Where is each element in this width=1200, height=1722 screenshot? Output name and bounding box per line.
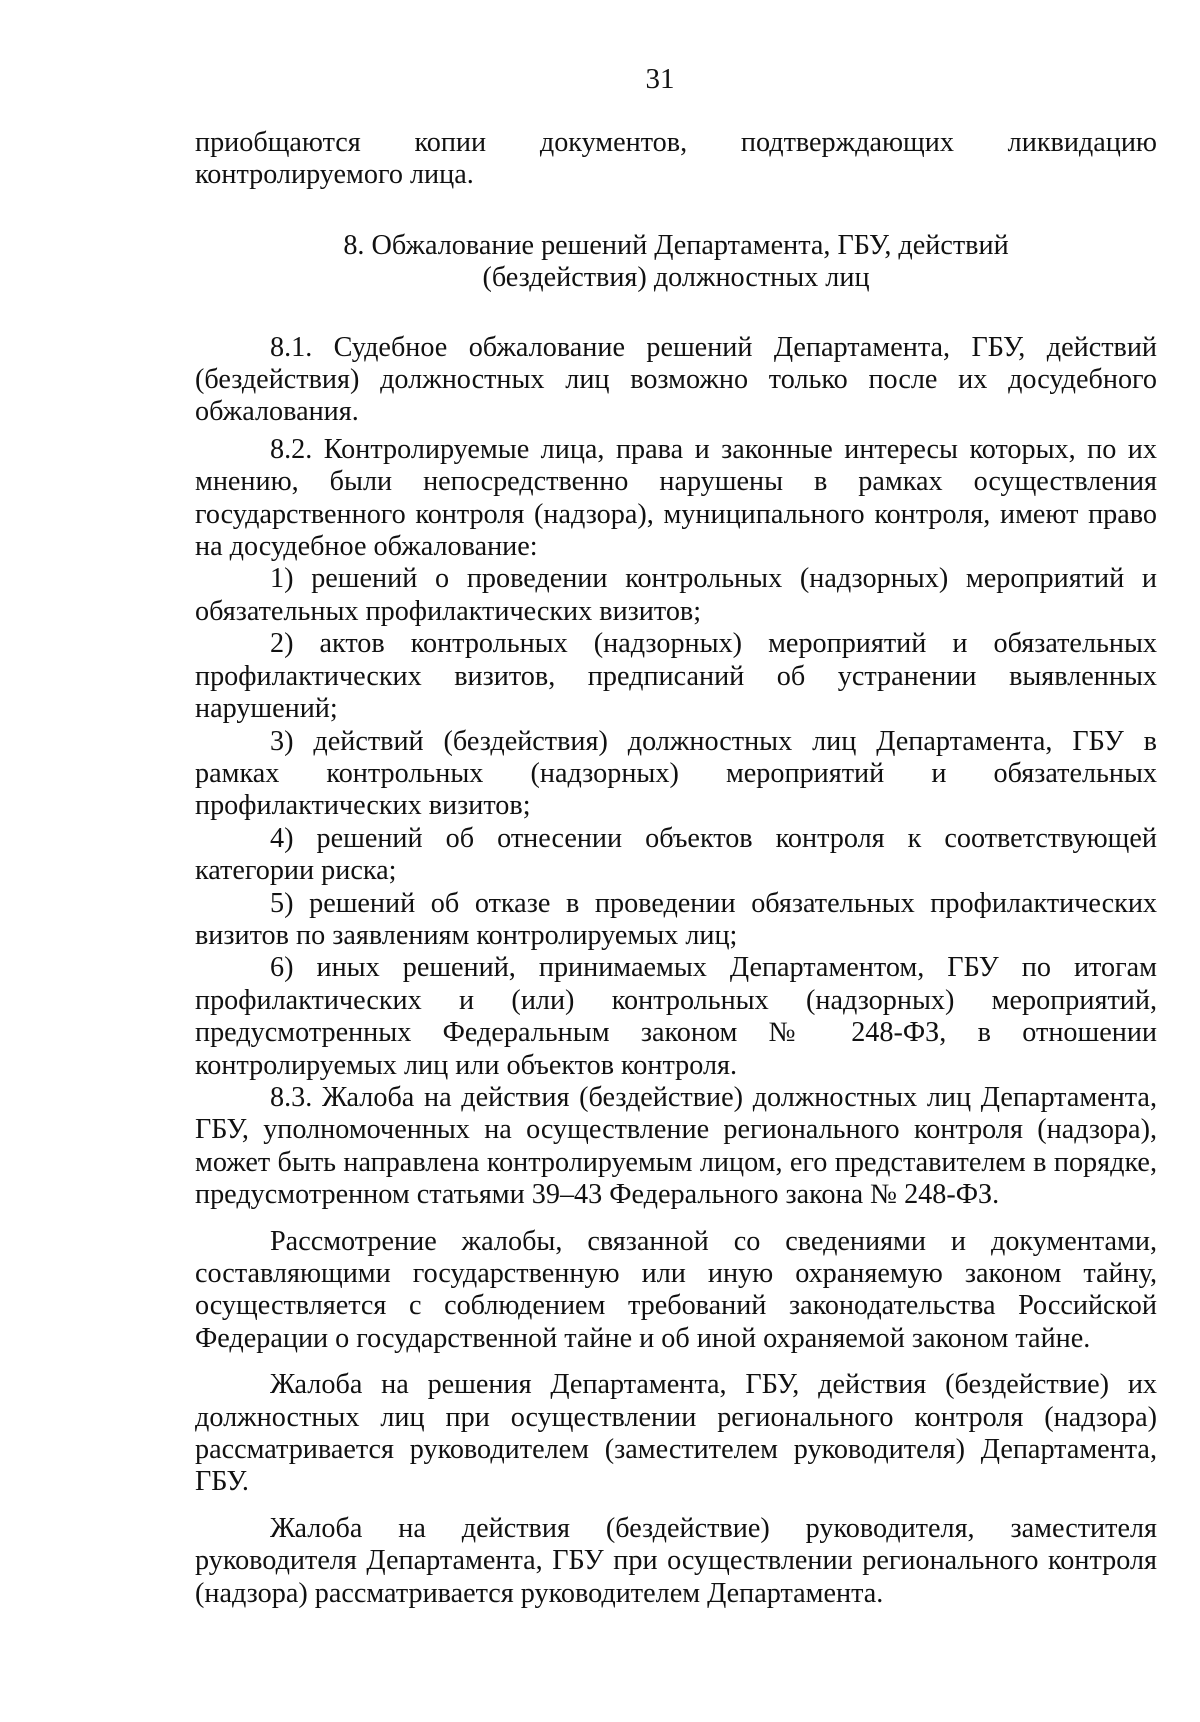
section-heading-line-1: 8. Обжалование решений Департамента, ГБУ, действий: [343, 229, 1009, 261]
list-item-3: 3) действий (бездействия) должностных лиц Департамента, ГБУ в рамках контрольных (надзорных) мероприятий и обязательных профилактических визитов;: [195, 725, 1157, 822]
list-item-2: 2) актов контрольных (надзорных) мероприятий и обязательных профилактических визитов, предписаний об устранении выявленных нарушений;: [195, 628, 1157, 725]
paragraph-8-2: 8.2. Контролируемые лица, права и законные интересы которых, по их мнению, были непосредственно нарушены в рамках осуществления государственного контроля (надзора), муниципального контроля, имеют право на досудебное обжалование:: [195, 433, 1157, 563]
list-item-6: 6) иных решений, принимаемых Департаментом, ГБУ по итогам профилактических и (или) контрольных (надзорных) мероприятий, предусмотренных Федеральным законом № 248-ФЗ, в отношении контролируемых лиц или объектов контроля.: [195, 952, 1157, 1081]
paragraph-state-secret: Рассмотрение жалобы, связанной со сведениями и документами, составляющими государственную или иную охраняемую законом тайну, осуществляется с соблюдением требований законодательства Российской Федерации о государственной тайне и об иной охраняемой законом тайне.: [195, 1225, 1157, 1354]
page-number: 31: [645, 63, 675, 95]
list-item-1: 1) решений о проведении контрольных (надзорных) мероприятий и обязательных профилактических визитов;: [195, 563, 1157, 627]
section-heading: [195, 230, 1157, 295]
paragraph-complaint-review: Жалоба на решения Департамента, ГБУ, действия (бездействие) их должностных лиц при осуществлении регионального контроля (надзора) рассматривается руководителем (заместителем руководителя) Департамента, ГБУ.: [195, 1369, 1157, 1498]
paragraph-continuation: приобщаются копии документов, подтверждающих ликвидацию контролируемого лица.: [195, 127, 1157, 191]
paragraph-8-1: 8.1. Судебное обжалование решений Департамента, ГБУ, действий (бездействия) должностных лиц возможно только после их досудебного обжалования.: [195, 331, 1157, 428]
paragraph-complaint-head: Жалоба на действия (бездействие) руководителя, заместителя руководителя Департамента, ГБУ при осуществлении регионального контроля (надзора) рассматривается руководителем Департамента.: [195, 1512, 1157, 1609]
document-body: [195, 127, 1157, 1610]
paragraph-8-3: 8.3. Жалоба на действия (бездействие) должностных лиц Департамента, ГБУ, уполномоченных на осуществление регионального контроля (надзора), может быть направлена контролируемым лицом, его представителем в порядке, предусмотренном статьями 39–43 Федерального закона № 248-ФЗ.: [195, 1081, 1157, 1211]
section-heading-line-2: (бездействия) должностных лиц: [482, 262, 870, 294]
list-item-4: 4) решений об отнесении объектов контроля к соответствующей категории риска;: [195, 822, 1157, 887]
list-item-5: 5) решений об отказе в проведении обязательных профилактических визитов по заявлениям контролируемых лиц;: [195, 887, 1157, 951]
